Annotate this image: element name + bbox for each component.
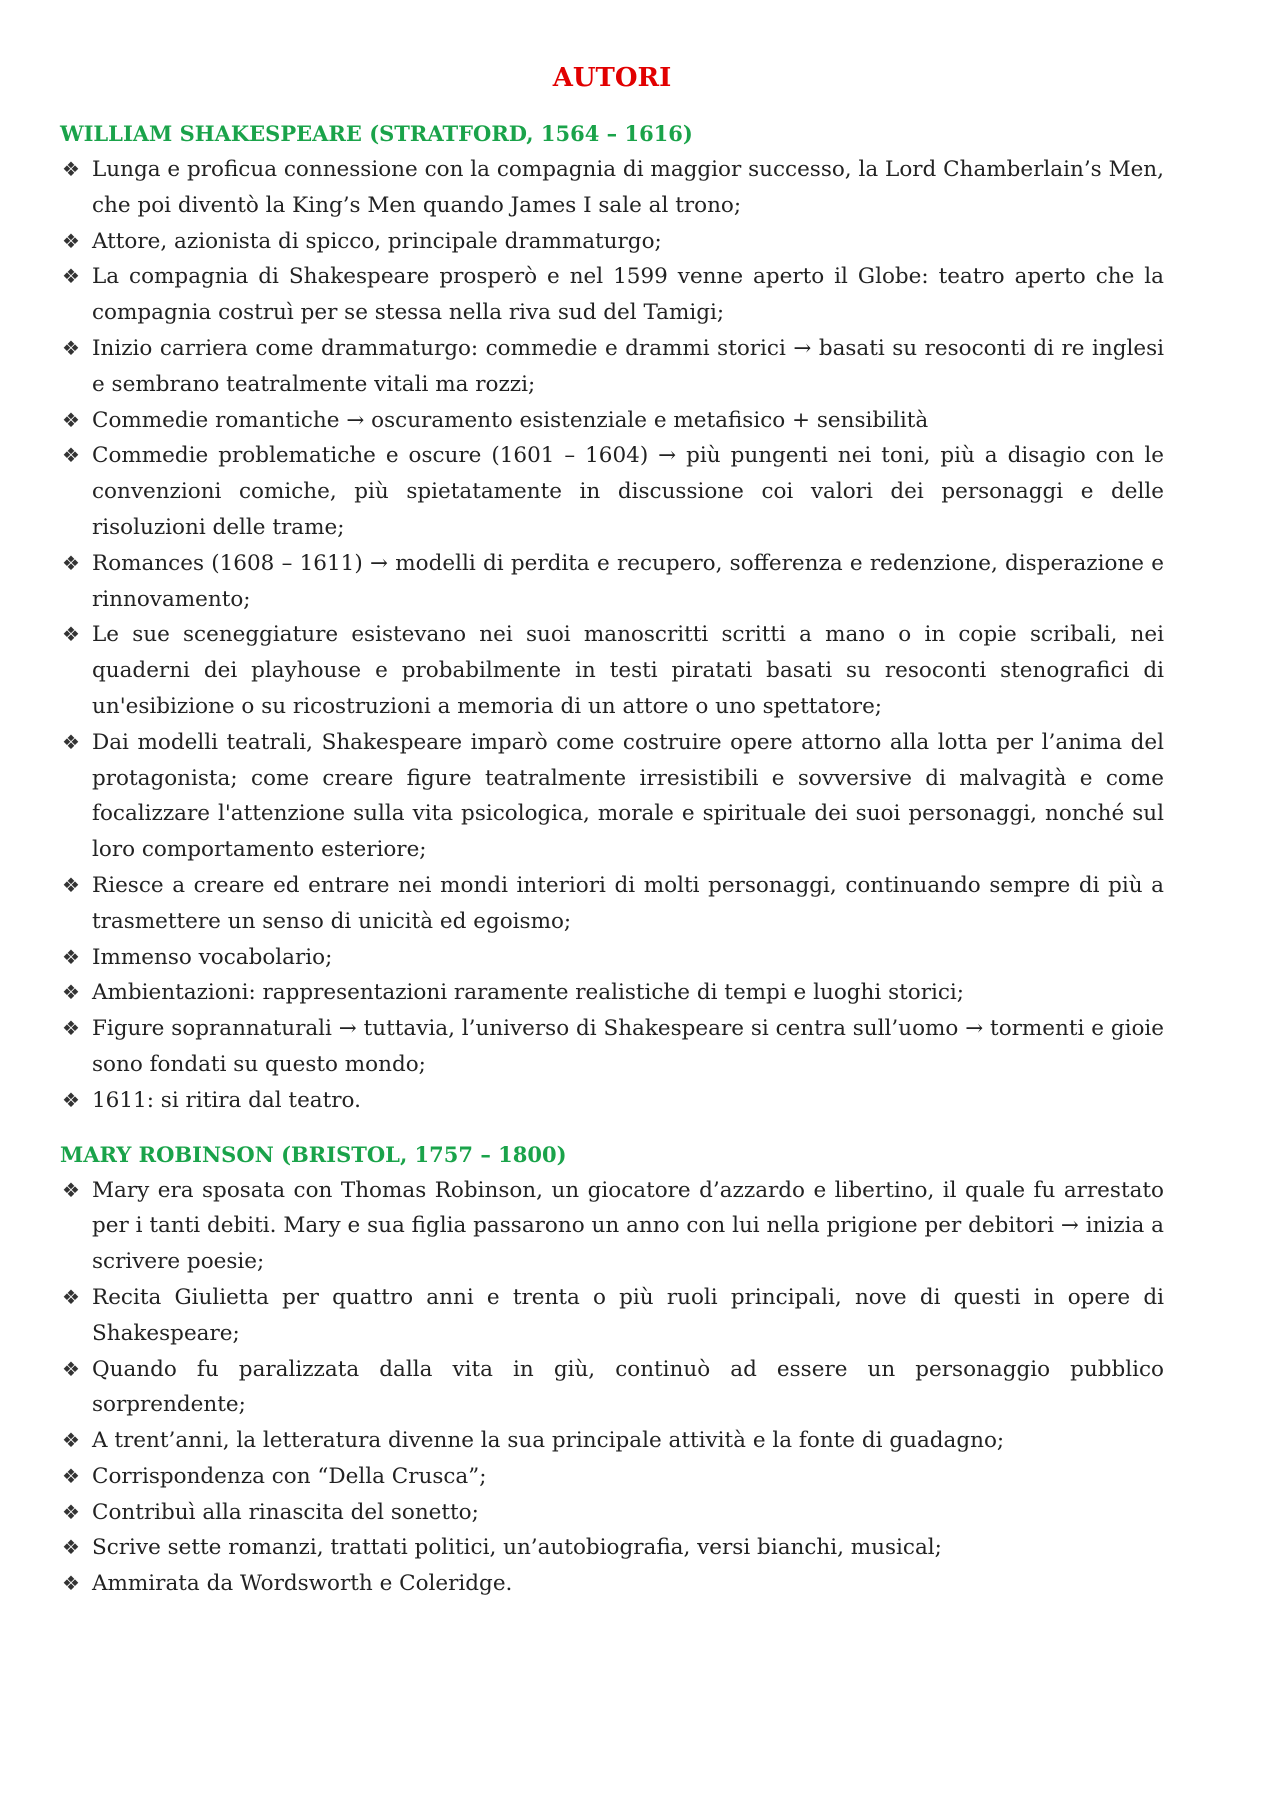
list-item-text: Ammirata da Wordsworth e Coleridge. <box>92 1571 513 1597</box>
diamond-bullet-icon: ❖ <box>62 1428 80 1453</box>
diamond-bullet-icon: ❖ <box>62 1177 80 1202</box>
section-heading: MARY ROBINSON (BRISTOL, 1757 – 1800) <box>60 1141 567 1167</box>
diamond-bullet-icon: ❖ <box>62 622 80 647</box>
document-title: AUTORI <box>552 63 672 93</box>
author-section <box>60 1139 1164 1603</box>
diamond-bullet-icon: ❖ <box>62 407 80 432</box>
list-item <box>60 617 1164 724</box>
diamond-bullet-icon: ❖ <box>62 980 80 1005</box>
diamond-bullet-icon: ❖ <box>62 1571 80 1596</box>
diamond-bullet-icon: ❖ <box>62 1284 80 1309</box>
list-item <box>60 438 1164 545</box>
list-item-text: Scrive sette romanzi, trattati politici, un’autobiografia, versi bianchi, musical; <box>92 1535 942 1561</box>
diamond-bullet-icon: ❖ <box>62 264 80 289</box>
list-item-text: Attore, azionista di spicco, principale drammaturgo; <box>92 228 662 254</box>
list-item <box>60 224 1164 260</box>
diamond-bullet-icon: ❖ <box>62 729 80 754</box>
list-item-text: Dai modelli teatrali, Shakespeare imparò come costruire opere attorno alla lotta per l’anima del protagonista; come creare figure teatralmente irresistibili e sovversive di malvagità e come focalizzare l'attenzione sulla vita psicologica, morale e spirituale dei suoi personaggi, nonché sul loro comportamento esteriore; <box>92 729 1164 863</box>
list-item <box>60 1352 1164 1424</box>
diamond-bullet-icon: ❖ <box>62 1356 80 1381</box>
list-item <box>60 1173 1164 1280</box>
diamond-bullet-icon: ❖ <box>62 1016 80 1041</box>
list-item <box>60 1530 1164 1566</box>
list-item-text: Corrispondenza con “Della Crusca”; <box>92 1463 487 1489</box>
list-item-text: Figure soprannaturali → tuttavia, l’universo di Shakespeare si centra sull’uomo → tormenti e gioie sono fondati su questo mondo; <box>92 1016 1164 1077</box>
list-item-text: La compagnia di Shakespeare prosperò e nel 1599 venne aperto il Globe: teatro aperto che la compagnia costruì per se stessa nella riva sud del Tamigi; <box>92 264 1164 326</box>
list-item-text: Commedie problematiche e oscure (1601 – 1604) → più pungenti nei toni, più a disagio con le convenzioni comiche, più spietatamente in discussione coi valori dei personaggi e delle risoluzioni delle trame; <box>92 443 1164 540</box>
list-item-text: A trent’anni, la letteratura divenne la sua principale attività e la fonte di guadagno; <box>92 1428 1005 1454</box>
diamond-bullet-icon: ❖ <box>62 550 80 575</box>
list-item <box>60 1459 1164 1495</box>
list-item <box>60 1423 1164 1459</box>
diamond-bullet-icon: ❖ <box>62 228 80 253</box>
list-item-text: Romances (1608 – 1611) → modelli di perdita e recupero, sofferenza e redenzione, disperazione e rinnovamento; <box>92 550 1164 612</box>
list-item-text: Le sue sceneggiature esistevano nei suoi manoscritti scritti a mano o in copie scribali, nei quaderni dei playhouse e probabilmente in testi piratati basati su resoconti stenografici di un'esibizione o su ricostruzioni a memoria di un attore o uno spettatore; <box>92 622 1164 719</box>
list-item <box>60 1011 1164 1083</box>
list-item <box>60 1495 1164 1531</box>
section-heading: WILLIAM SHAKESPEARE (STRATFORD, 1564 – 1616) <box>60 121 693 146</box>
list-item <box>60 546 1164 618</box>
diamond-bullet-icon: ❖ <box>62 1087 80 1112</box>
list-item <box>60 1083 1164 1119</box>
list-item-text: Quando fu paralizzata dalla vita in giù, continuò ad essere un personaggio pubblico sorprendente; <box>92 1356 1164 1418</box>
diamond-bullet-icon: ❖ <box>62 1463 80 1488</box>
diamond-bullet-icon: ❖ <box>62 1499 80 1524</box>
list-item-text: Riesce a creare ed entrare nei mondi interiori di molti personaggi, continuando sempre di più a trasmettere un senso di unicità ed egoismo; <box>92 872 1164 934</box>
list-item <box>60 152 1164 224</box>
list-item-text: 1611: si ritira dal teatro. <box>92 1087 361 1113</box>
bullet-list <box>60 1173 1164 1603</box>
list-item <box>60 940 1164 976</box>
author-section <box>60 118 1164 1119</box>
list-item <box>60 331 1164 403</box>
list-item <box>60 868 1164 940</box>
bullet-list <box>60 152 1164 1119</box>
list-item <box>60 975 1164 1011</box>
diamond-bullet-icon: ❖ <box>62 157 80 181</box>
list-item <box>60 725 1164 868</box>
diamond-bullet-icon: ❖ <box>62 872 80 897</box>
list-item-text: Immenso vocabolario; <box>92 944 333 970</box>
diamond-bullet-icon: ❖ <box>62 443 80 468</box>
diamond-bullet-icon: ❖ <box>62 335 80 360</box>
list-item-text: Recita Giulietta per quattro anni e trenta o più ruoli principali, nove di questi in opere di Shakespeare; <box>92 1284 1164 1346</box>
list-item <box>60 259 1164 331</box>
list-item-text: Commedie romantiche → oscuramento esistenziale e metafisico + sensibilità <box>92 407 929 433</box>
list-item-text: Contribuì alla rinascita del sonetto; <box>92 1499 479 1525</box>
sections-container <box>60 118 1164 1602</box>
diamond-bullet-icon: ❖ <box>62 944 80 969</box>
diamond-bullet-icon: ❖ <box>62 1535 80 1560</box>
list-item <box>60 1566 1164 1602</box>
list-item-text: Lunga e proficua connessione con la compagnia di maggior successo, la Lord Chamberlain’s Men, che poi diventò la King’s Men quando James I sale al trono; <box>92 157 1164 218</box>
list-item <box>60 1280 1164 1352</box>
list-item <box>60 403 1164 439</box>
list-item-text: Mary era sposata con Thomas Robinson, un giocatore d’azzardo e libertino, il quale fu arrestato per i tanti debiti. Mary e sua figlia passarono un anno con lui nella prigione per debitori → inizia a scrivere poesie; <box>92 1177 1164 1275</box>
list-item-text: Ambientazioni: rappresentazioni raramente realistiche di tempi e luoghi storici; <box>92 980 965 1006</box>
list-item-text: Inizio carriera come drammaturgo: commedie e drammi storici → basati su resoconti di re inglesi e sembrano teatralmente vitali ma rozzi; <box>92 335 1164 397</box>
